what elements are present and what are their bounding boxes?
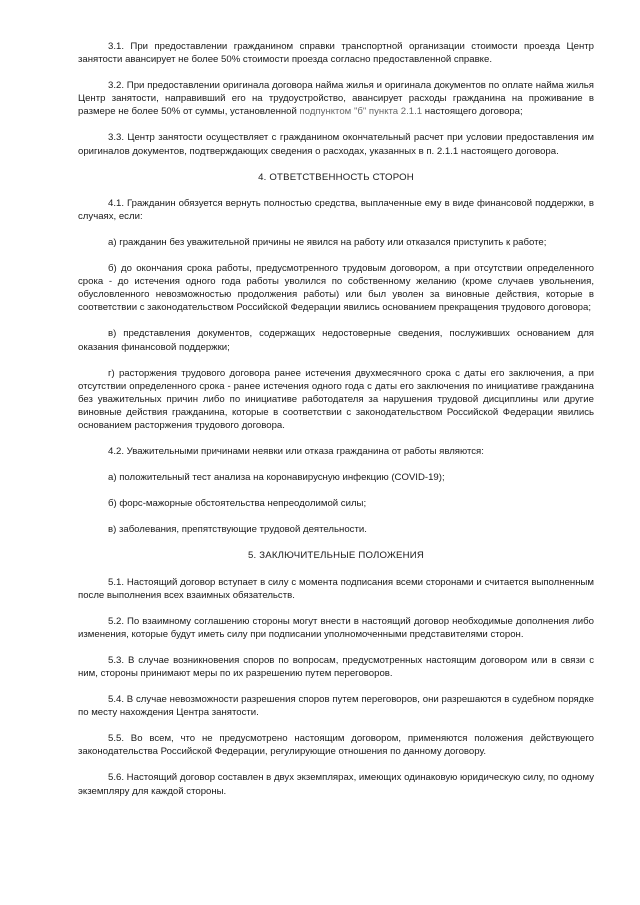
document-page — [78, 40, 594, 811]
clause-5-6: 5.6. Настоящий договор составлен в двух экземплярах, имеющих одинаковую юридическую силу, по одному экземпляру для каждой стороны. — [78, 772, 594, 797]
clause-4-2: 4.2. Уважительными причинами неявки или отказа гражданина от работы являются: — [108, 446, 484, 458]
clause-5-4: 5.4. В случае невозможности разрешения споров путем переговоров, они разрешаются в судебном порядке по месту нахождения Центра занятости. — [78, 694, 594, 719]
clause-3-3: 3.3. Центр занятости осуществляет с гражданином окончательный расчет при условии предоставления им оригиналов документов, подтверждающих сведения о расходах, указанных в п. 2.1.1 настоящего договора. — [78, 132, 594, 157]
clause-3-2-reference: подпунктом "б" пункта 2.1.1 — [299, 106, 423, 118]
clause-5-1: 5.1. Настоящий договор вступает в силу с момента подписания всеми сторонами и считается выполненным после выполнения всех взаимных обязательств. — [78, 576, 594, 601]
section-4-title: 4. ОТВЕТСТВЕННОСТЬ СТОРОН — [258, 171, 414, 183]
clause-5-3: 5.3. В случае возникновения споров по вопросам, предусмотренных настоящим договором или в связи с ним, стороны принимают меры по их разрешению путем переговоров. — [78, 654, 594, 679]
clause-4-1-b: б) до окончания срока работы, предусмотренного трудовым договором, а при отсутствии определенного срока - до истечения одного года работы уволился по собственному желанию (кроме случаев увольнения, обусловленного невозможностью продолжения работы) или был уволен за виновные действия, которые в соответствии с законодательством Российской Федерации явились основанием прекращения трудового договора; — [78, 263, 594, 314]
clause-4-1-a: а) гражданин без уважительной причины не явился на работу или отказался приступить к работе; — [108, 236, 547, 248]
clause-4-1-g: г) расторжения трудового договора ранее истечения двухмесячного срока с даты его заключения, а при отсутствии определенного срока - ранее истечения одного года с даты его заключения по инициативе гражданина без уважительных причин либо по инициативе работодателя за нарушения трудовой дисциплины или другие виновные действия гражданина, которые в соответствии с законодательством Российской Федерации явились основанием расторжения трудового договора. — [78, 367, 594, 431]
clause-4-2-a: а) положительный тест анализа на коронавирусную инфекцию (COVID-19); — [108, 472, 445, 484]
clause-5-5: 5.5. Во всем, что не предусмотрено настоящим договором, применяются положения действующего законодательства Российской Федерации, регулирующие отношения по данному договору. — [78, 733, 594, 758]
clause-4-2-v: в) заболевания, препятствующие трудовой деятельности. — [108, 524, 367, 536]
clause-4-1: 4.1. Гражданин обязуется вернуть полностью средства, выплаченные ему в виде финансовой поддержки, в случаях, если: — [78, 197, 594, 222]
clause-3-2 — [78, 79, 594, 118]
section-5-title: 5. ЗАКЛЮЧИТЕЛЬНЫЕ ПОЛОЖЕНИЯ — [248, 550, 424, 562]
clause-3-2-ending: настоящего договора; — [422, 106, 523, 118]
clause-5-2: 5.2. По взаимному соглашению стороны могут внести в настоящий договор необходимые дополнения либо изменения, которые будут иметь силу при подписании уполномоченными представителями сторон. — [78, 615, 594, 640]
clause-3-2-text: 3.2. При предоставлении оригинала договора найма жилья и оригинала документов по оплате найма жилья Центр занятости, направивший его на трудоустройство, авансирует расходы гражданина на проживание в размере не более 50% от суммы, установленной — [78, 80, 594, 118]
clause-3-1: 3.1. При предоставлении гражданином справки транспортной организации стоимости проезда Центр занятости авансирует не более 50% стоимости проезда согласно предоставленной справке. — [78, 41, 594, 66]
clause-4-1-v: в) представления документов, содержащих недостоверные сведения, послуживших основанием для оказания финансовой поддержки; — [78, 328, 594, 353]
clause-4-2-b: б) форс-мажорные обстоятельства непреодолимой силы; — [108, 498, 367, 510]
